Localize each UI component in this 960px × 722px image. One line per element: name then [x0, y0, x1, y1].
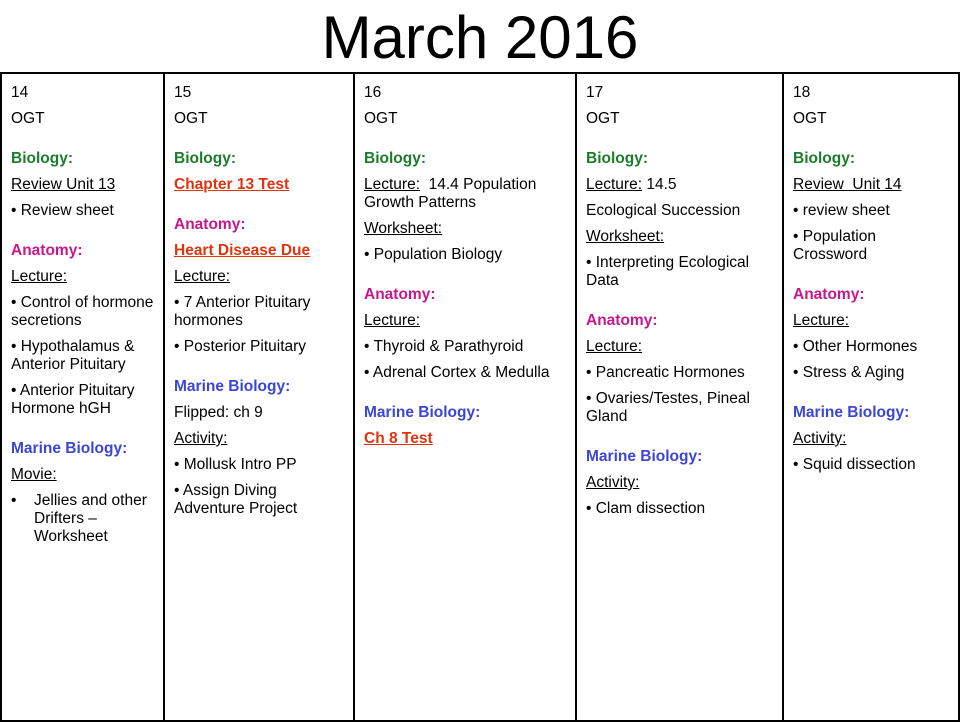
ogt-label: OGT	[364, 110, 398, 127]
anatomy-bullet: • Stress & Aging	[793, 364, 905, 381]
marine-sub-label: Activity:	[586, 474, 640, 491]
anatomy-header: Anatomy:	[586, 312, 658, 329]
biology-line: Ecological Succession	[586, 202, 741, 219]
biology-bullet: • Interpreting Ecological Data	[586, 254, 750, 289]
day-date: 15	[174, 84, 192, 101]
day-date: 17	[586, 84, 604, 101]
day-date: 16	[364, 84, 382, 101]
anatomy-lecture-label: Lecture:	[586, 338, 643, 355]
day-cell-18	[784, 74, 958, 720]
biology-bullet: • Population Biology	[364, 246, 503, 263]
anatomy-bullet: • Other Hormones	[793, 338, 918, 355]
ogt-label: OGT	[586, 110, 620, 127]
marine-bullet	[11, 492, 155, 546]
anatomy-header: Anatomy:	[793, 286, 865, 303]
day-cell-14	[2, 74, 165, 720]
biology-header: Biology:	[586, 150, 648, 167]
anatomy-bullet: • Posterior Pituitary	[174, 338, 307, 355]
marine-sub-label: Activity:	[174, 430, 228, 447]
biology-header: Biology:	[174, 150, 236, 167]
anatomy-bullet: • Pancreatic Hormones	[586, 364, 745, 381]
anatomy-lecture-label: Lecture:	[364, 312, 421, 329]
biology-bullet: • Population Crossword	[793, 228, 876, 263]
marine-flipped: Flipped: ch 9	[174, 404, 263, 421]
biology-item: Review Unit 14	[793, 176, 902, 193]
biology-lecture-text: 14.5	[642, 176, 677, 193]
anatomy-bullet: • Adrenal Cortex & Medulla	[364, 364, 550, 381]
day-date: 14	[11, 84, 29, 101]
biology-lecture-text: 14.4 Population Growth Patterns	[364, 176, 541, 211]
anatomy-item: Heart Disease Due	[174, 242, 311, 259]
biology-header: Biology:	[364, 150, 426, 167]
day-cell-15	[165, 74, 355, 720]
anatomy-lecture-label: Lecture:	[793, 312, 850, 329]
marine-biology-header: Marine Biology:	[793, 404, 910, 421]
anatomy-bullet: • Ovaries/Testes, Pineal Gland	[586, 390, 750, 425]
biology-lecture	[586, 176, 774, 194]
marine-bullet: • Squid dissection	[793, 456, 916, 473]
biology-lecture-label: Lecture:	[364, 176, 421, 193]
calendar-week-grid	[0, 72, 960, 722]
anatomy-header: Anatomy:	[11, 242, 83, 259]
biology-bullet: • review sheet	[793, 202, 890, 219]
biology-bullet: • Review sheet	[11, 202, 114, 219]
day-cell-16	[355, 74, 577, 720]
biology-header: Biology:	[11, 150, 73, 167]
marine-bullet: • Mollusk Intro PP	[174, 456, 297, 473]
anatomy-bullet: • Hypothalamus & Anterior Pituitary	[11, 338, 135, 373]
marine-item: Ch 8 Test	[364, 430, 433, 447]
anatomy-bullet: • Control of hormone secretions	[11, 294, 154, 329]
day-date: 18	[793, 84, 811, 101]
biology-worksheet-label: Worksheet:	[586, 228, 665, 245]
anatomy-bullet: • 7 Anterior Pituitary hormones	[174, 294, 311, 329]
anatomy-lecture-label: Lecture:	[11, 268, 68, 285]
anatomy-lecture-label: Lecture:	[174, 268, 231, 285]
marine-biology-header: Marine Biology:	[364, 404, 481, 421]
biology-item: Review Unit 13	[11, 176, 116, 193]
marine-biology-header: Marine Biology:	[586, 448, 703, 465]
ogt-label: OGT	[793, 110, 827, 127]
bullet-dot: •	[11, 492, 17, 509]
biology-item: Chapter 13 Test	[174, 176, 290, 193]
page-title: March 2016	[321, 4, 639, 71]
ogt-label: OGT	[11, 110, 45, 127]
marine-bullet: • Assign Diving Adventure Project	[174, 482, 298, 517]
anatomy-bullet: • Thyroid & Parathyroid	[364, 338, 524, 355]
marine-sub-label: Movie:	[11, 466, 57, 483]
marine-biology-header: Marine Biology:	[174, 378, 291, 395]
marine-bullet: • Clam dissection	[586, 500, 706, 517]
anatomy-header: Anatomy:	[174, 216, 246, 233]
biology-lecture-label: Lecture:	[586, 176, 643, 193]
marine-sub-label: Activity:	[793, 430, 847, 447]
ogt-label: OGT	[174, 110, 208, 127]
marine-biology-header: Marine Biology:	[11, 440, 128, 457]
marine-bullet-text: Jellies and other Drifters – Worksheet	[34, 492, 147, 545]
anatomy-bullet: • Anterior Pituitary Hormone hGH	[11, 382, 135, 417]
biology-worksheet-label: Worksheet:	[364, 220, 443, 237]
biology-header: Biology:	[793, 150, 855, 167]
day-cell-17	[577, 74, 784, 720]
biology-lecture	[364, 176, 567, 212]
anatomy-header: Anatomy:	[364, 286, 436, 303]
